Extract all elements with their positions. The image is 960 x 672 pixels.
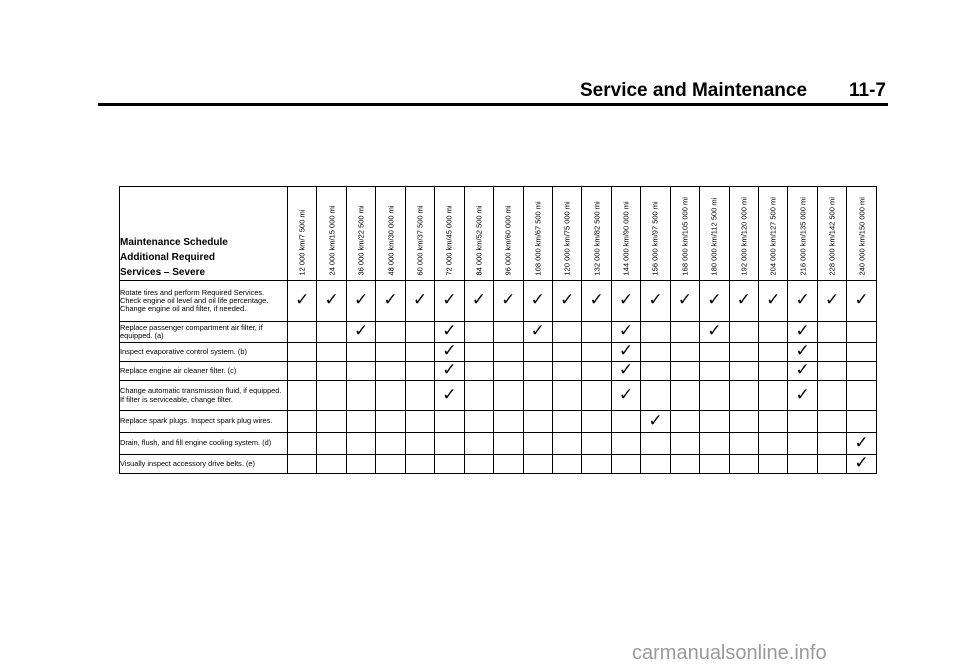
interval-cell — [788, 343, 817, 362]
interval-label: 12 000 km/7 500 mi — [297, 209, 307, 276]
interval-cell — [641, 433, 670, 455]
interval-column-header — [582, 187, 611, 281]
service-task-label: Drain, flush, and fill engine cooling system. (d) — [120, 433, 288, 455]
interval-cell — [494, 362, 523, 381]
table-row — [120, 343, 877, 362]
interval-cell — [670, 433, 699, 455]
interval-cell — [288, 281, 317, 322]
check-mark-icon: ✓ — [442, 290, 457, 310]
interval-cell — [494, 322, 523, 343]
interval-cell — [582, 281, 611, 322]
table-row — [120, 411, 877, 433]
interval-cell — [523, 411, 552, 433]
interval-cell — [523, 381, 552, 411]
interval-cell — [346, 281, 375, 322]
check-mark-icon: ✓ — [383, 290, 398, 310]
interval-cell — [464, 362, 493, 381]
interval-cell — [817, 362, 846, 381]
interval-cell — [788, 411, 817, 433]
interval-cell — [317, 433, 346, 455]
interval-column-header — [552, 187, 581, 281]
interval-label: 204 000 km/127 500 mi — [768, 197, 778, 276]
interval-cell — [611, 281, 640, 322]
check-mark-icon: ✓ — [530, 290, 545, 310]
check-mark-icon: ✓ — [795, 360, 810, 380]
interval-cell — [582, 455, 611, 474]
interval-cell — [288, 343, 317, 362]
interval-cell — [317, 455, 346, 474]
interval-cell — [582, 411, 611, 433]
check-mark-icon: ✓ — [295, 290, 310, 310]
interval-cell — [582, 362, 611, 381]
interval-cell — [847, 343, 876, 362]
interval-cell — [700, 455, 729, 474]
interval-cell — [788, 381, 817, 411]
watermark: carmanualsonline.info — [632, 642, 827, 664]
interval-cell — [405, 411, 434, 433]
interval-cell — [670, 322, 699, 343]
interval-cell — [611, 411, 640, 433]
interval-cell — [847, 362, 876, 381]
table-row — [120, 362, 877, 381]
interval-cell — [611, 343, 640, 362]
interval-cell — [611, 433, 640, 455]
corner-line: Maintenance Schedule — [120, 237, 228, 248]
interval-cell — [817, 411, 846, 433]
interval-cell — [346, 433, 375, 455]
interval-cell — [670, 455, 699, 474]
check-mark-icon: ✓ — [324, 290, 339, 310]
interval-cell — [847, 455, 876, 474]
service-task-label: Rotate tires and perform Required Services. Check engine oil level and oil life percentage. Change engine oil and filter, if needed. — [120, 281, 288, 322]
check-mark-icon: ✓ — [618, 341, 634, 361]
interval-cell — [376, 411, 405, 433]
interval-cell — [847, 381, 876, 411]
interval-cell — [288, 433, 317, 455]
interval-column-header — [405, 187, 434, 281]
check-mark-icon: ✓ — [736, 290, 751, 310]
table-row — [120, 381, 877, 411]
interval-cell — [494, 411, 523, 433]
interval-label: 36 000 km/22 500 mi — [356, 205, 366, 276]
table-header-row — [120, 187, 877, 281]
interval-cell — [405, 362, 434, 381]
interval-column-header — [611, 187, 640, 281]
interval-cell — [523, 343, 552, 362]
check-mark-icon: ✓ — [677, 290, 693, 310]
interval-cell — [494, 343, 523, 362]
interval-cell — [376, 322, 405, 343]
interval-cell — [552, 343, 581, 362]
service-task-label: Change automatic transmission fluid, if equipped. If filter is serviceable, change filter. — [120, 381, 288, 411]
interval-cell — [435, 322, 464, 343]
interval-label: 72 000 km/45 000 mi — [444, 205, 454, 276]
interval-cell — [494, 381, 523, 411]
interval-cell — [817, 281, 846, 322]
interval-label: 84 000 km/52 500 mi — [474, 205, 484, 276]
check-mark-icon: ✓ — [854, 453, 869, 473]
interval-cell — [847, 322, 876, 343]
table-body — [120, 281, 877, 474]
interval-column-header — [317, 187, 346, 281]
interval-cell — [700, 362, 729, 381]
interval-cell — [288, 381, 317, 411]
maintenance-schedule-table — [119, 186, 877, 474]
interval-cell — [729, 362, 758, 381]
interval-cell — [405, 343, 434, 362]
table-corner-title — [120, 187, 288, 281]
interval-column-header — [464, 187, 493, 281]
interval-column-header — [817, 187, 846, 281]
section-title: Service and Maintenance — [580, 80, 808, 101]
interval-cell — [641, 343, 670, 362]
interval-cell — [552, 455, 581, 474]
service-task-label: Replace spark plugs. Inspect spark plug wires. — [120, 411, 288, 433]
interval-column-header — [346, 187, 375, 281]
interval-cell — [464, 281, 493, 322]
interval-cell — [670, 343, 699, 362]
interval-cell — [435, 281, 464, 322]
interval-cell — [817, 381, 846, 411]
interval-cell — [759, 455, 788, 474]
interval-cell — [817, 343, 846, 362]
check-mark-icon: ✓ — [442, 341, 457, 361]
interval-cell — [376, 281, 405, 322]
interval-cell — [405, 281, 434, 322]
interval-cell — [346, 411, 375, 433]
interval-label: 144 000 km/90 000 mi — [621, 201, 631, 276]
interval-cell — [788, 433, 817, 455]
interval-cell — [611, 455, 640, 474]
interval-cell — [435, 455, 464, 474]
page-number: 11-7 — [849, 80, 886, 101]
interval-cell — [700, 411, 729, 433]
interval-cell — [847, 411, 876, 433]
interval-label: 216 000 km/135 000 mi — [798, 197, 808, 276]
interval-cell — [729, 455, 758, 474]
check-mark-icon: ✓ — [501, 290, 516, 310]
interval-cell — [759, 381, 788, 411]
check-mark-icon: ✓ — [766, 290, 781, 310]
interval-cell — [494, 433, 523, 455]
check-mark-icon: ✓ — [648, 290, 663, 310]
interval-cell — [376, 433, 405, 455]
interval-cell — [700, 322, 729, 343]
interval-cell — [817, 433, 846, 455]
check-mark-icon: ✓ — [795, 341, 810, 361]
interval-column-header — [847, 187, 876, 281]
page-header — [580, 80, 886, 102]
interval-cell — [523, 455, 552, 474]
interval-cell — [817, 322, 846, 343]
service-task-label: Replace passenger compartment air filter, if equipped. (a) — [120, 322, 288, 343]
interval-cell — [552, 433, 581, 455]
interval-cell — [288, 411, 317, 433]
interval-cell — [700, 381, 729, 411]
check-mark-icon: ✓ — [471, 290, 486, 310]
check-mark-icon: ✓ — [648, 410, 663, 431]
interval-cell — [552, 322, 581, 343]
interval-cell — [817, 455, 846, 474]
interval-cell — [435, 362, 464, 381]
check-mark-icon: ✓ — [412, 290, 428, 310]
check-mark-icon: ✓ — [707, 321, 722, 341]
interval-cell — [435, 381, 464, 411]
interval-cell — [317, 411, 346, 433]
interval-column-header — [759, 187, 788, 281]
interval-cell — [788, 281, 817, 322]
check-mark-icon: ✓ — [824, 290, 840, 310]
interval-label: 108 000 km/67 500 mi — [533, 201, 543, 276]
interval-cell — [346, 381, 375, 411]
interval-cell — [405, 322, 434, 343]
corner-line: Services – Severe — [120, 267, 206, 278]
interval-cell — [641, 322, 670, 343]
interval-column-header — [729, 187, 758, 281]
interval-label: 120 000 km/75 000 mi — [562, 201, 572, 276]
interval-label: 240 000 km/150 000 mi — [857, 197, 867, 276]
interval-cell — [552, 411, 581, 433]
check-mark-icon: ✓ — [795, 321, 810, 341]
interval-column-header — [288, 187, 317, 281]
interval-cell — [464, 381, 493, 411]
interval-label: 96 000 km/60 000 mi — [503, 205, 513, 276]
interval-cell — [346, 362, 375, 381]
check-mark-icon: ✓ — [618, 384, 634, 405]
interval-cell — [523, 433, 552, 455]
interval-cell — [346, 343, 375, 362]
interval-cell — [788, 322, 817, 343]
check-mark-icon: ✓ — [442, 384, 457, 405]
interval-column-header — [788, 187, 817, 281]
check-mark-icon: ✓ — [442, 360, 457, 380]
interval-cell — [288, 362, 317, 381]
interval-cell — [729, 411, 758, 433]
interval-cell — [582, 322, 611, 343]
corner-line: Additional Required — [120, 252, 215, 263]
interval-cell — [611, 322, 640, 343]
table-row — [120, 455, 877, 474]
check-mark-icon: ✓ — [353, 321, 369, 341]
check-mark-icon: ✓ — [707, 290, 722, 310]
interval-cell — [641, 362, 670, 381]
interval-cell — [670, 411, 699, 433]
interval-cell — [700, 343, 729, 362]
interval-cell — [759, 362, 788, 381]
interval-column-header — [376, 187, 405, 281]
interval-cell — [317, 343, 346, 362]
interval-cell — [641, 281, 670, 322]
interval-cell — [582, 343, 611, 362]
interval-cell — [788, 362, 817, 381]
interval-cell — [405, 455, 434, 474]
interval-cell — [523, 281, 552, 322]
service-task-label: Visually inspect accessory drive belts. (e) — [120, 455, 288, 474]
interval-label: 192 000 km/120 000 mi — [739, 197, 749, 276]
interval-label: 180 000 km/112 500 mi — [709, 197, 719, 276]
interval-cell — [405, 433, 434, 455]
interval-cell — [346, 322, 375, 343]
interval-cell — [464, 411, 493, 433]
interval-cell — [317, 362, 346, 381]
check-mark-icon: ✓ — [618, 321, 634, 341]
table-row — [120, 322, 877, 343]
check-mark-icon: ✓ — [795, 384, 810, 405]
interval-cell — [729, 381, 758, 411]
interval-cell — [376, 343, 405, 362]
interval-cell — [464, 455, 493, 474]
interval-label: 132 000 km/82 500 mi — [592, 201, 602, 276]
check-mark-icon: ✓ — [442, 321, 457, 341]
interval-cell — [317, 381, 346, 411]
interval-cell — [376, 381, 405, 411]
interval-cell — [847, 433, 876, 455]
service-task-label: Replace engine air cleaner filter. (c) — [120, 362, 288, 381]
interval-cell — [670, 362, 699, 381]
check-mark-icon: ✓ — [854, 432, 869, 453]
interval-cell — [759, 433, 788, 455]
interval-cell — [288, 322, 317, 343]
interval-cell — [729, 322, 758, 343]
interval-cell — [494, 281, 523, 322]
interval-cell — [759, 322, 788, 343]
interval-column-header — [435, 187, 464, 281]
check-mark-icon: ✓ — [618, 290, 634, 310]
interval-cell — [729, 433, 758, 455]
interval-cell — [435, 411, 464, 433]
interval-cell — [405, 381, 434, 411]
interval-cell — [552, 281, 581, 322]
interval-cell — [670, 281, 699, 322]
interval-cell — [523, 362, 552, 381]
interval-cell — [670, 381, 699, 411]
interval-cell — [641, 455, 670, 474]
interval-cell — [317, 322, 346, 343]
interval-cell — [759, 411, 788, 433]
interval-cell — [759, 281, 788, 322]
check-mark-icon: ✓ — [618, 360, 634, 380]
check-mark-icon: ✓ — [589, 290, 604, 310]
interval-cell — [552, 362, 581, 381]
interval-cell — [317, 281, 346, 322]
interval-column-header — [523, 187, 552, 281]
interval-column-header — [670, 187, 699, 281]
interval-cell — [582, 381, 611, 411]
interval-cell — [700, 433, 729, 455]
interval-cell — [552, 381, 581, 411]
interval-label: 228 000 km/142 500 mi — [827, 197, 837, 276]
interval-cell — [641, 381, 670, 411]
interval-column-header — [641, 187, 670, 281]
interval-cell — [464, 343, 493, 362]
interval-cell — [582, 433, 611, 455]
interval-cell — [847, 281, 876, 322]
interval-cell — [611, 381, 640, 411]
interval-cell — [464, 322, 493, 343]
interval-cell — [611, 362, 640, 381]
interval-cell — [788, 455, 817, 474]
interval-cell — [435, 343, 464, 362]
interval-cell — [729, 281, 758, 322]
interval-label: 168 000 km/105 000 mi — [680, 197, 690, 276]
interval-cell — [346, 455, 375, 474]
interval-cell — [700, 281, 729, 322]
interval-cell — [376, 362, 405, 381]
interval-cell — [376, 455, 405, 474]
interval-cell — [494, 455, 523, 474]
interval-cell — [729, 343, 758, 362]
service-task-label: Inspect evaporative control system. (b) — [120, 343, 288, 362]
interval-cell — [759, 343, 788, 362]
interval-column-header — [700, 187, 729, 281]
table-row — [120, 433, 877, 455]
header-rule — [98, 103, 888, 106]
check-mark-icon: ✓ — [530, 321, 545, 341]
check-mark-icon: ✓ — [795, 290, 810, 310]
interval-cell — [435, 433, 464, 455]
check-mark-icon: ✓ — [353, 290, 369, 310]
interval-label: 60 000 km/37 500 mi — [415, 205, 425, 276]
interval-cell — [641, 411, 670, 433]
interval-label: 24 000 km/15 000 mi — [327, 205, 337, 276]
interval-cell — [523, 322, 552, 343]
interval-cell — [288, 455, 317, 474]
interval-label: 48 000 km/30 000 mi — [386, 205, 396, 276]
check-mark-icon: ✓ — [560, 290, 575, 310]
interval-label: 156 000 km/97 500 mi — [650, 201, 660, 276]
table-row — [120, 281, 877, 322]
check-mark-icon: ✓ — [854, 290, 869, 310]
interval-column-header — [494, 187, 523, 281]
interval-cell — [464, 433, 493, 455]
